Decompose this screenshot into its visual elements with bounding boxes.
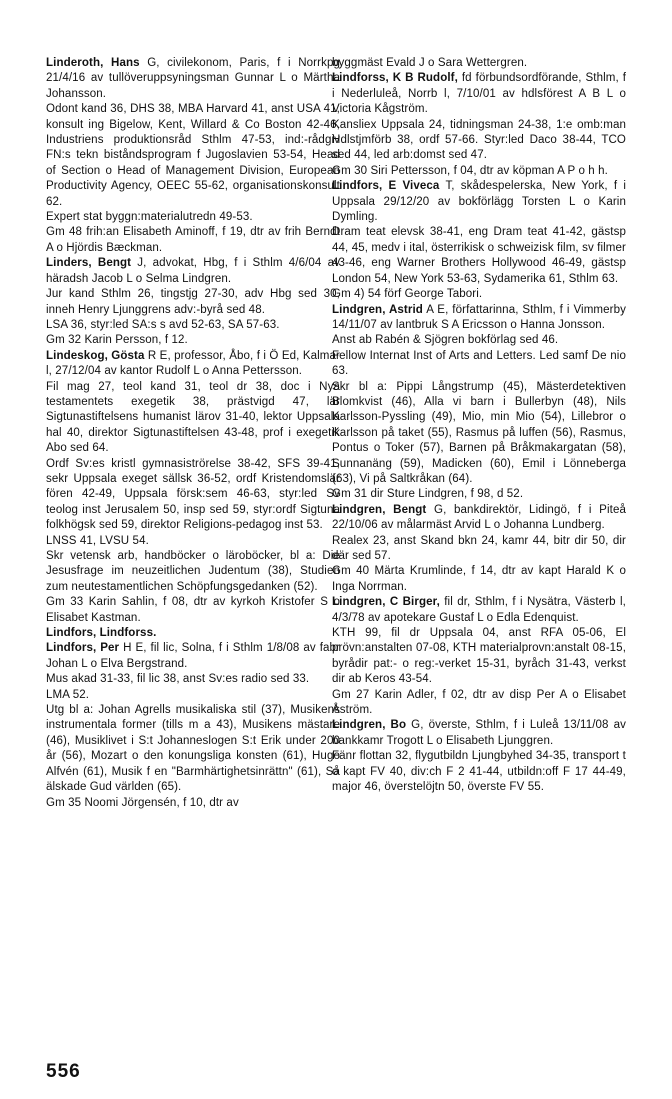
entry-text: Expert stat byggn:materialutredn 49-53. <box>46 211 253 224</box>
entry-paragraph <box>332 333 626 348</box>
entry-text: LNSS 41, LVSU 54. <box>46 534 149 547</box>
entry <box>332 179 626 302</box>
entry-paragraph <box>46 672 340 687</box>
entry-paragraph <box>46 102 340 210</box>
entry-text: Gm 40 Märta Krumlinde, f 14, dtr av kapt Harald K o Inga Norrman. <box>332 565 626 593</box>
entry-paragraph <box>46 380 340 457</box>
entry-text: Gm 32 Karin Persson, f 12. <box>46 334 188 347</box>
entry-text: Gm 33 Karin Sahlin, f 08, dtr av kyrkoh Kristofer S o Elisabet Kastman. <box>46 596 340 624</box>
entry-text: LSA 36, styr:led SA:s s avd 52-63, SA 57-63. <box>46 318 280 331</box>
entry-paragraph <box>332 534 626 565</box>
entry-text: KTH 99, fil dr Uppsala 04, anst RFA 05-06, El prövn:anstalten 07-08, KTH materialprovn:anstalt 08-15, byrådir pat:- o reg:-verket 15-31, byråch 31-43, verkst dir ab Keros 43-54. <box>332 627 626 686</box>
entry-text: Skr bl a: Pippi Långstrump (45), Mästerdetektiven Blomkvist (46), Alla vi barn i Bullerbyn (48), Nils Karlsson-Pyssling (49), Mio, min Mio (54), Lillebror o Karlsson på taket (55), Rasmus på luffen (56), Rasmus, Pontus o Toker (57), Barnen på Bråkmakargatan (58), Sunnanäng (59), Madicken (60), Emil i Lönneberga (63), Vi på Saltkråkan (64). <box>332 380 626 485</box>
entry <box>46 256 340 348</box>
entry-text: Gm 4) 54 förf George Tabori. <box>332 288 483 301</box>
right-column <box>332 56 626 796</box>
entry <box>332 503 626 595</box>
entry <box>46 641 340 810</box>
entry-text: Gm 35 Noomi Jörgensén, f 10, dtr av <box>46 796 239 809</box>
entry-paragraph <box>332 287 626 302</box>
entry-text: Odont kand 36, DHS 38, MBA Harvard 41, anst USA 41, konsult ing Bigelow, Kent, Willard & Co Boston 42-46, Industriens produktionsråd Sthlm 47-53, ind:-rådgiv FN:s tekn biståndsprogram f Jugoslavien 53-54, Head of Section o Head of Management Division, European Productivity Agency, OEEC 55-62, organisationskonsult 62. <box>46 103 340 208</box>
entry-paragraph <box>46 287 340 318</box>
entry-text: G, överste, Sthlm, f i Luleå 13/11/08 av bankkamr Trogott L o Elisabeth Ljunggren. <box>332 719 626 747</box>
entry-text: byggmäst Evald J o Sara Wettergren. <box>332 57 528 69</box>
entry-paragraph <box>332 688 626 719</box>
entry-text: H E, fil lic, Solna, f i Sthlm 1/8/08 av fabr Johan L o Elva Bergstrand. <box>46 642 340 670</box>
entry-text: fil dr, Sthlm, f i Nysätra, Västerb l, 4/3/78 av apotekare Gustaf L o Edla Edenquist. <box>332 596 626 624</box>
entry-headword: Lindgren, Astrid <box>332 303 423 316</box>
entry <box>46 56 340 256</box>
entry-text: T, skådespelerska, New York, f i Uppsala 29/12/20 av bokförlägg Torsten L o Karin Dymling. <box>332 180 627 224</box>
entry-paragraph <box>332 380 626 488</box>
entry-paragraph <box>46 333 340 348</box>
entry-text: Fänr flottan 32, flygutbildn Ljungbyhed 34-35, transport t o kapt FV 40, div:ch F 2 41-44, utbildn:off F 17 44-49, major 46, överstelöjtn 50, överste FV 55. <box>332 750 626 794</box>
entry-text: Gm 48 frih:an Elisabeth Aminoff, f 19, dtr av frih Berndt A o Hjördis Bæckman. <box>46 226 340 254</box>
entry-text: LMA 52. <box>46 688 90 701</box>
entry-paragraph <box>46 256 340 287</box>
entry-paragraph <box>46 534 340 549</box>
entry-paragraph <box>46 225 340 256</box>
entry-paragraph <box>46 318 340 333</box>
entry-text: R E, professor, Åbo, f i Ö Ed, Kalmar l, 27/12/04 av kantor Rudolf L o Anna Pettersson. <box>46 349 340 378</box>
left-column <box>46 56 340 811</box>
entry-text: Anst ab Rabén & Sjögren bokförlag sed 46. <box>332 334 559 347</box>
entry-paragraph <box>46 210 340 225</box>
entry-paragraph <box>46 641 340 672</box>
entry-headword: Lindgren, C Birger, <box>332 596 440 609</box>
entry <box>332 303 626 503</box>
entry-headword: Lindeskog, Gösta <box>46 349 145 362</box>
entry-text: Fellow Internat Inst of Arts and Letters. Led samf De nio 63. <box>332 349 626 378</box>
entry-paragraph <box>332 179 626 225</box>
entry-headword: Lindforss, K B Rudolf, <box>332 72 458 85</box>
entry-paragraph <box>332 71 626 117</box>
entry-headword: Lindfors, Lindforss. <box>46 627 157 640</box>
entry-paragraph <box>46 796 340 811</box>
entry-paragraph <box>332 349 626 380</box>
entry-text: G, bankdirektör, Lidingö, f i Piteå 22/10/06 av målarmäst Arvid L o Johanna Lundberg. <box>332 503 626 532</box>
entry <box>332 56 626 71</box>
entry-text: Mus akad 31-33, fil lic 38, anst Sv:es radio sed 33. <box>46 673 310 686</box>
entry-text: Gm 30 Siri Pettersson, f 04, dtr av köpman A P o h h. <box>332 164 608 177</box>
entry-paragraph <box>46 349 340 380</box>
entry-text: A E, författarinna, Sthlm, f i Vimmerby 14/11/07 av lantbruk S A Ericsson o Hanna Jonsson. <box>332 303 626 331</box>
entry-text: Utg bl a: Johan Agrells musikaliska stil (37), Musikens instrumentala former (tills m a 43), Musikens mästare (46), Musiklivet i S:t Johanneslogen S:t Erik under 200 år (56), Mozart o den konungsliga konsten (61), Hugo Alfvén (61), Musik f en "Barmhärtighetsinrättn" (61), Så älskade Gud världen (65). <box>46 704 340 794</box>
entry-paragraph <box>332 595 626 626</box>
entry <box>46 626 340 641</box>
entry <box>46 349 340 626</box>
entry-headword: Lindfors, Per <box>46 642 120 655</box>
entry-paragraph <box>332 718 626 749</box>
entry-paragraph <box>46 56 340 102</box>
entry-paragraph <box>332 487 626 502</box>
entry-text: fd förbundsordförande, Sthlm, f i Nederluleå, Norrb l, 7/10/01 av hdlsförest A B L o Victoria Kågström. <box>332 72 627 116</box>
entry-paragraph <box>332 626 626 688</box>
entry <box>332 595 626 718</box>
entry <box>332 718 626 795</box>
entry-headword: Lindgren, Bengt <box>332 503 427 516</box>
entry-text: Dram teat elevsk 38-41, eng Dram teat 41-42, gästsp 44, 45, medv i ital, österrikisk o schweizisk film, sv filmer 43-46, eng Warner Brothers Hollywood 46-49, gästsp London 54, New York 53-63, Sydamerika 61, Sthlm 63. <box>332 226 626 285</box>
entry-headword: Lindfors, E Viveca <box>332 180 440 193</box>
entry-text: Ordf Sv:es kristl gymnasiströrelse 38-42, SFS 39-41, sekr Uppsala exeget sällsk 36-52, ordf Kristendomslär fören 42-49, Uppsala försk:sem 46-63, styr:led Sv teolog inst Jerusalem 50, insp sed 59, styr:ordf Sigtuna folkhögsk sed 59, direktor Religions-pedagog inst 53. <box>46 457 340 532</box>
entry-paragraph <box>332 118 626 164</box>
entry-text: Realex 23, anst Skand bkn 24, kamr 44, bitr dir 50, dir där sed 57. <box>332 534 626 562</box>
entry-paragraph <box>332 56 626 71</box>
entry-headword: Linderoth, Hans <box>46 57 140 69</box>
entry-text: Gm 31 dir Sture Lindgren, f 98, d 52. <box>332 488 524 501</box>
entry-paragraph <box>46 549 340 595</box>
entry-text: Skr vetensk arb, handböcker o läroböcker, bl a: Die Jesusfrage im neuzeitlichen Judentum (38), Studien zum neutestamentlichen Schöpfungsgedanken (52). <box>46 550 340 593</box>
entry-headword: Linders, Bengt <box>46 257 132 270</box>
entry-paragraph <box>332 503 626 534</box>
entry-paragraph <box>332 164 626 179</box>
entry-paragraph <box>332 749 626 795</box>
entry-headword: Lindgren, Bo <box>332 719 407 732</box>
entry-text: J, advokat, Hbg, f i Sthlm 4/6/04 av häradsh Jacob L o Selma Lindgren. <box>46 257 341 285</box>
entry-text: Jur kand Sthlm 26, tingstjg 27-30, adv Hbg sed 30, inneh Henry Ljunggrens adv:-byrå sed 48. <box>46 288 340 316</box>
page-number: 556 <box>46 1061 81 1082</box>
entry-paragraph <box>46 688 340 703</box>
entry-paragraph <box>46 626 340 641</box>
entry-text: Fil mag 27, teol kand 31, teol dr 38, doc i Nya testamentets exegetik 38, prästvigd 47, lär Sigtunastiftelsens humanist lärov 31-40, lektor Uppsala hal 40, direktor Sigtunastiftelsen 43-48, prof i exegetik Abo sed 64. <box>46 380 340 455</box>
entry <box>332 71 626 179</box>
entry-paragraph <box>46 595 340 626</box>
entry-paragraph <box>332 225 626 287</box>
entry-text: Kansliex Uppsala 24, tidningsman 24-38, 1:e omb:man Hdlstjmförb 38, ordf 57-66. Styr:led Daco 38-44, TCO sed 44, led arb:domst sed 47. <box>332 118 626 162</box>
entry-paragraph <box>46 703 340 795</box>
entry-text: G, civilekonom, Paris, f i Norrkpg 21/4/16 av tullöveruppsyningsman Gunnar L o Märtha Johansson. <box>46 57 340 100</box>
entry-text: Gm 27 Karin Adler, f 02, dtr av disp Per A o Elisabet Åström. <box>332 688 626 717</box>
entry-paragraph <box>332 303 626 334</box>
entry-paragraph <box>46 457 340 534</box>
entry-paragraph <box>332 564 626 595</box>
